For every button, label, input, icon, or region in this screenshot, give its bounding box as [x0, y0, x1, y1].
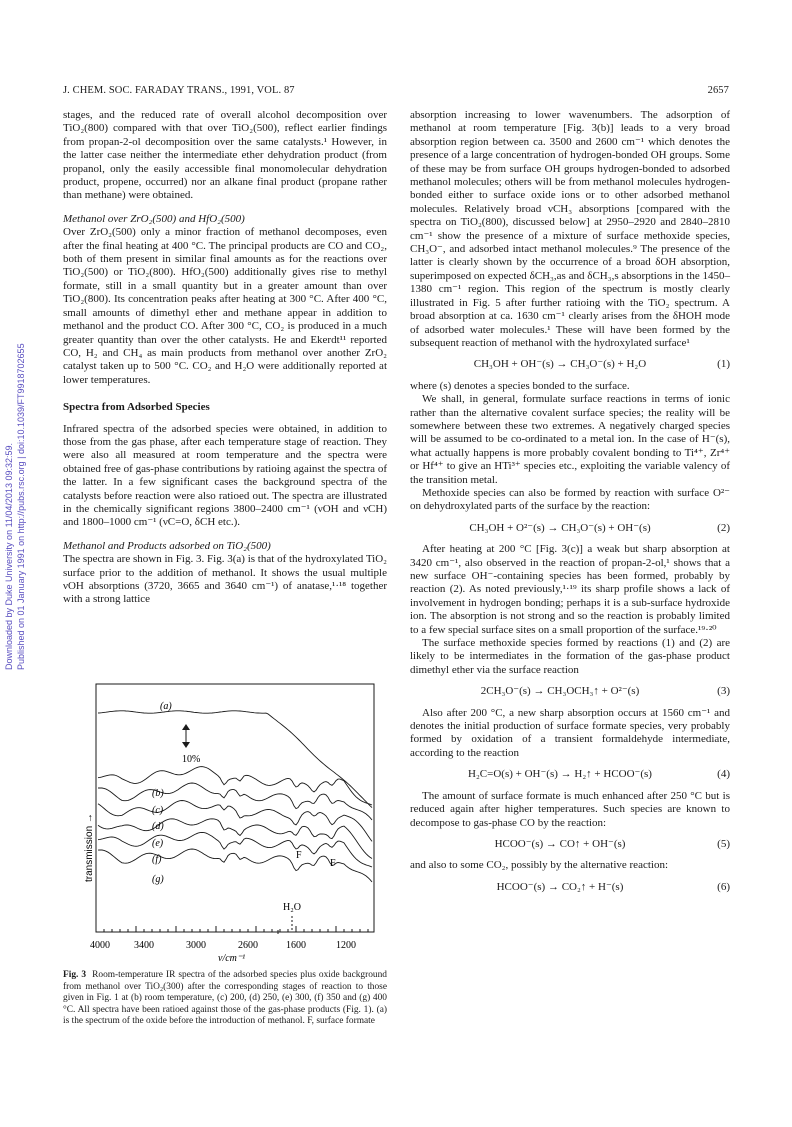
paragraph: The amount of surface formate is much enhanced after 250 °C but is reduced again after higher temperatures. Such species are known to decompose to gas-phase CO by the reaction: [410, 789, 730, 829]
x-tick-label: 3400 [134, 940, 154, 951]
paragraph: After heating at 200 °C [Fig. 3(c)] a weak but sharp absorption at 3420 cm⁻¹, also observed in the reaction of propan-2-ol,¹ shows that a new surface OH⁻-containing species has been formed, probably by reaction (2). As noted previously,¹·¹⁹ its sharp profile shows a lack of involvement in hydrogen bonding; perhaps it is a sub-surface hydroxide ion. The absorption is not strong and so the reaction is probably limited to a few special surface sites on a small proportion of the surface.¹⁹·²⁰ [410, 543, 730, 636]
equation-4 [410, 768, 730, 781]
curve-label-c: (c) [152, 805, 164, 816]
x-axis-label: ν/cm⁻¹ [218, 953, 246, 964]
figure-caption [63, 970, 387, 1028]
paragraph: Over ZrO₂(500) only a minor fraction of methanol decomposes, even after the final heating at 400 °C. The principal products are CO and CO₂, both of them present in similar final amounts as for the reactions over TiO₂(500) or TiO₂(800). HfO₂(500) additionally gives rise to methyl formate, still in a small quantity but in a greater amount than over TiO₂(800). Its concentration peaks after heating at 300 °C. After 400 °C, small amounts of dimethyl ether and methane appear in addition to methanol and the product CO. After 300 °C, CO₂ is produced in a much greater quantity than over the other catalysts. He and Ekerdt¹¹ reported CO, H₂ and CH₄ as main products from methanol over another ZrO₂ catalyst taken up to 500 °C. CO₂ and H₂O were additionally reported at lower temperatures. [63, 226, 387, 386]
equation-expression: CH₃OH + O²⁻(s) → CH₃O⁻(s) + OH⁻(s) [469, 521, 651, 534]
x-tick-label: 1600 [286, 940, 306, 951]
figure-3 [82, 682, 378, 964]
equation-1 [410, 358, 730, 371]
ir-spectra-plot [82, 682, 378, 964]
spectrum-trace [98, 783, 372, 820]
caption-text: Room-temperature IR spectra of the adsorbed species plus oxide background from methanol over TiO₂(300) after the corresponding stages of reaction to those given in Fig. 1 at (b) room temperature, (c) 200, (d) 250, (e) 300, (f) 350 and (g) 400 °C. All spectra have been ratioed against those of the gas-phase products (Fig. 1). (a) is the spectrum of the oxide before the introduction of methanol. F, surface formate [63, 970, 387, 1027]
water-marker: H₂O [283, 902, 301, 913]
paragraph: The surface methoxide species formed by reactions (1) and (2) are likely to be intermediates in the formation of the gas-phase product dimethyl ether via the surface reaction [410, 637, 730, 676]
equation-number: (4) [717, 768, 730, 781]
download-notice[interactable]: Downloaded by Duke University on 11/04/2013 09:32:59. [4, 443, 14, 670]
equation-5 [410, 838, 730, 851]
curve-label-a: (a) [160, 701, 172, 712]
left-column [63, 109, 387, 607]
spectrum-trace [98, 801, 372, 842]
download-watermark [2, 300, 28, 680]
spectrum-trace [98, 819, 372, 859]
equation-expression: H₂C=O(s) + OH⁻(s) → H₂↑ + HCOO⁻(s) [468, 768, 652, 781]
scale-arrow-up [182, 724, 190, 730]
x-tick-label: 3000 [186, 940, 206, 951]
paragraph: absorption increasing to lower wavenumbers. The adsorption of methanol at room temperature [Fig. 3(b)] leads to a very broad absorption region between ca. 3500 and 2600 cm⁻¹ which denotes the presence of a large concentration of hydrogen-bonded OH groups. Some of these may be from surface OH groups hydrogen-bonded to adsorbed methanol molecules; others will be from methanol molecules hydrogen-bonded either to surface oxide ions or to other adsorbed methanol molecules. Relatively broad νCH₃ absorptions [compared with the spectra on TiO₂(800), discussed below] at 2950–2920 and 2840–2810 cm⁻¹ show the presence of a mixture of surface methoxide species, CH₃O⁻, and adsorbed intact methanol molecules.⁹ The presence of the latter is clearly shown by the occurrence of a broad δOH absorption, superimposed on expected δCH₃,as and δCH₃,s absorptions in the 1450–1380 cm⁻¹ region. This region of the spectrum is mostly clearly illustrated in Fig. 5 after further ratioing with the TiO₂ spectrum. A broad absorption at ca. 1630 cm⁻¹ clearly arises from the δHOH mode of adsorbed water molecules.¹ These will have been formed by the subsequent reaction of methanol with the hydroxylated surface¹ [410, 109, 730, 349]
running-header [63, 85, 729, 99]
doi-notice[interactable]: Published on 01 January 1991 on http://pubs.rsc.org | doi:10.1039/FT9918702655 [16, 343, 26, 670]
paragraph: The spectra are shown in Fig. 3. Fig. 3(a) is that of the hydroxylated TiO₂ surface prior to the addition of methanol. It shows the usual multiple νOH absorptions (3720, 3665 and 3640 cm⁻¹) of anatase,¹·¹⁸ together with a strong lattice [63, 553, 387, 606]
page-number: 2657 [707, 85, 729, 96]
spectra-curves [98, 711, 372, 882]
equation-expression: HCOO⁻(s) → CO↑ + OH⁻(s) [494, 837, 626, 850]
equation-number: (5) [717, 837, 730, 850]
equation-2 [410, 522, 730, 535]
curve-label-d: (d) [152, 821, 164, 832]
subsection-heading: Methanol and Products adsorbed on TiO₂(500) [63, 539, 271, 552]
x-tick-label: 2600 [238, 940, 258, 951]
equation-expression: CH₃OH + OH⁻(s) → CH₃O⁻(s) + H₂O [473, 358, 647, 371]
x-axis-ticks [96, 926, 368, 932]
curve-label-g: (g) [152, 874, 164, 885]
subsection-heading: Methanol over ZrO₂(500) and HfO₂(500) [63, 212, 245, 225]
formate-marker: F [296, 850, 302, 861]
paragraph: Methoxide species can also be formed by reaction with surface O²⁻ on dehydroxylated parts of the surface by the reaction: [410, 486, 730, 513]
caption-lead: Fig. 3 [63, 970, 87, 980]
equation-6 [410, 881, 730, 894]
paragraph: Infrared spectra of the adsorbed species were obtained, in addition to those from the gas phase, after each temperature stage of reaction. They were also all measured at room temperature and the spectra were obtained free of gas-phase contributions by ratioing against the spectra of the latter. In a few significant cases the background spectra of the catalysts before reaction were also ratioed out. The spectra are illustrated in the chemically significant regions 3800–2400 cm⁻¹ (νOH and νCH) and 1800–1000 cm⁻¹ (νC=O, δCH etc.). [63, 422, 387, 529]
paragraph: and also to some CO₂, possibly by the alternative reaction: [410, 859, 669, 872]
equation-number: (1) [717, 358, 730, 371]
paragraph: stages, and the reduced rate of overall alcohol decomposition over TiO₂(800) compared with that over TiO₂(500), reflect earlier findings from propan-2-ol decomposition over the same catalysts.¹ However, in the latter case neither the intermediate ether dehydration product (from propanol, only the easily accessible final monomolecular dehydration product, propene, occurred) nor an alkane final product (propane rather than methane) were obtained. [63, 109, 387, 202]
x-tick-label: 4000 [90, 940, 110, 951]
paragraph: Also after 200 °C, a new sharp absorption occurs at 1560 cm⁻¹ and denotes the initial production of surface formate species, very probably formed by oxidation of a transient formaldehyde intermediate, according to the reaction [410, 706, 730, 759]
x-tick-label: 1200 [336, 940, 356, 951]
section-heading: Spectra from Adsorbed Species [63, 401, 210, 414]
curve-label-f: (f) [152, 854, 162, 865]
equation-expression: HCOO⁻(s) → CO₂↑ + H⁻(s) [496, 880, 624, 893]
equation-number: (3) [717, 685, 730, 698]
equation-number: (6) [717, 880, 730, 893]
scale-arrow-down [182, 742, 190, 748]
formate-marker: F [330, 858, 336, 869]
equation-expression: 2CH₃O⁻(s) → CH₃OCH₃↑ + O²⁻(s) [480, 685, 640, 698]
paragraph: We shall, in general, formulate surface reactions in terms of ionic rather than the alternative covalent surface species; the reality will be somewhere between these two extremes. A negatively charged species will be assumed to be co-ordinated to a metal ion. In the case of H⁻(s), what actually happens is more probably covalent bonding to Ti⁴⁺, Zr⁴⁺ or Hf⁴⁺ to give an HTi³⁺ species etc., exploiting the variable valency of the transition metal. [410, 393, 730, 486]
curve-label-b: (b) [152, 788, 164, 799]
paragraph: where (s) denotes a species bonded to the surface. [410, 379, 630, 392]
y-axis-label: transmission → [84, 813, 95, 882]
equation-number: (2) [717, 521, 730, 534]
spectrum-trace [98, 767, 372, 805]
curve-label-e: (e) [152, 838, 164, 849]
right-column [410, 109, 730, 902]
spectrum-trace [98, 711, 372, 808]
equation-3 [410, 685, 730, 698]
journal-citation: J. CHEM. SOC. FARADAY TRANS., 1991, VOL. 87 [63, 85, 295, 96]
scale-label: 10% [182, 754, 201, 765]
